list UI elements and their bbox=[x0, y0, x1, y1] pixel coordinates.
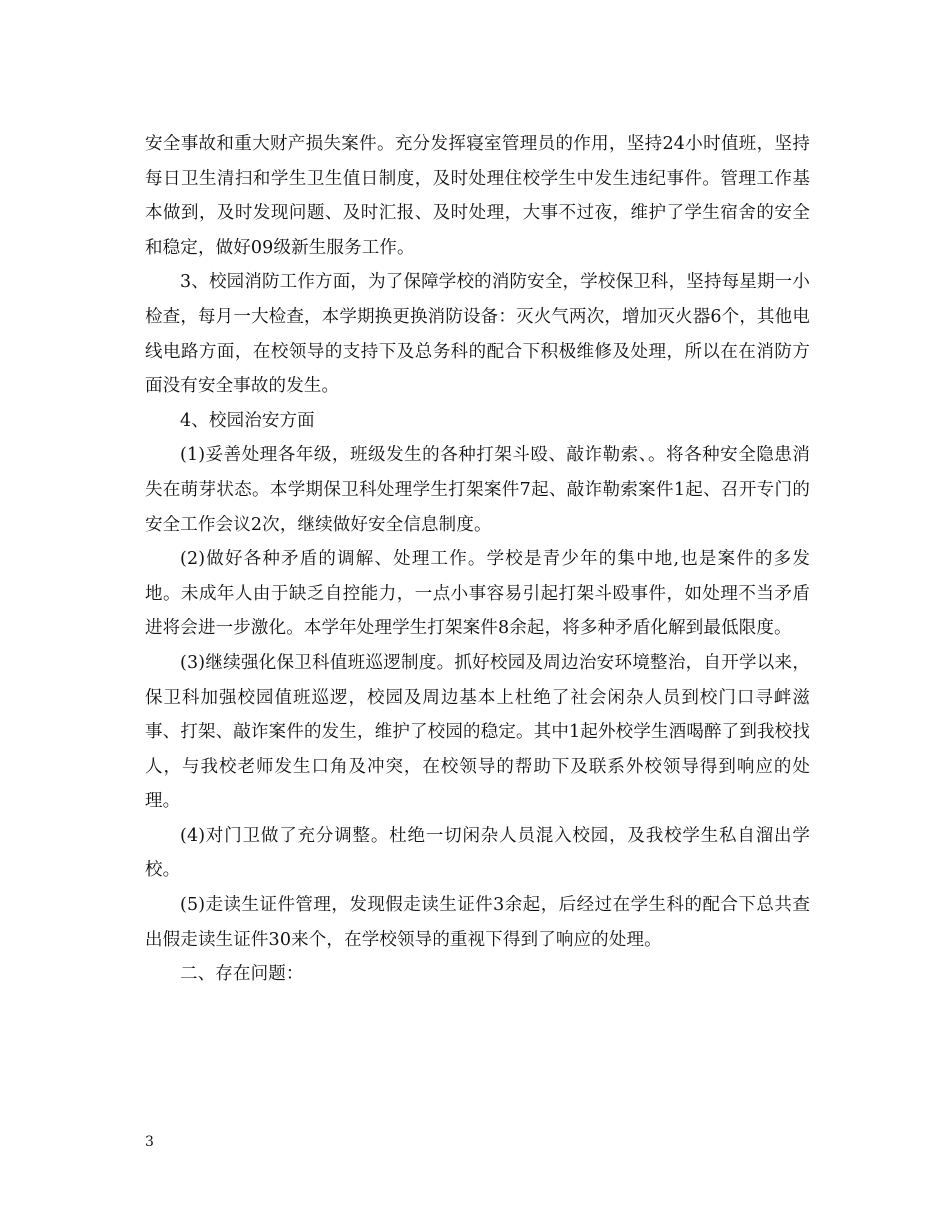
paragraph-item-5: (5)走读生证件管理，发现假走读生证件3余起，后经过在学生科的配合下总共查出假走读生证件30来个，在学校领导的重视下得到了响应的处理。 bbox=[145, 895, 810, 950]
page-number: 3 bbox=[145, 1134, 154, 1150]
paragraph-fire-safety: 3、校园消防工作方面，为了保障学校的消防安全，学校保卫科，坚持每星期一小检查，每月一大检查，本学期换更换消防设备：灭火气两次，增加灭火器6个，其他电线电路方面，在校领导的支持下及总务科的配合下积极维修及处理，所以在在消防方面没有安全事故的发生。 bbox=[145, 272, 810, 397]
paragraph-item-1: (1)妥善处理各年级，班级发生的各种打架斗殴、敲诈勒索、。将各种安全隐患消失在萌芽状态。本学期保卫科处理学生打架案件7起、敲诈勒索案件1起、召开专门的安全工作会议2次，继续做好安全信息制度。 bbox=[145, 445, 810, 535]
paragraph-item-3: (3)继续强化保卫科值班巡逻制度。抓好校园及周边治安环境整治，自开学以来，保卫科加强校园值班巡逻，校园及周边基本上杜绝了社会闲杂人员到校门口寻衅滋事、打架、敲诈案件的发生，维护了校园的稳定。其中1起外校学生酒喝醉了到我校找人，与我校老师发生口角及冲突，在校领导的帮助下及联系外校领导得到响应的处理。 bbox=[145, 652, 810, 812]
section-heading-problems: 二、存在问题： bbox=[180, 964, 304, 985]
section-heading-campus-security: 4、校园治安方面 bbox=[180, 410, 315, 431]
paragraph-item-4: (4)对门卫做了充分调整。杜绝一切闲杂人员混入校园，及我校学生私自溜出学校。 bbox=[145, 825, 810, 881]
paragraph-item-2: (2)做好各种矛盾的调解、处理工作。学校是青少年的集中地,也是案件的多发地。未成年人由于缺乏自控能力，一点小事容易引起打架斗殴事件，如处理不当矛盾进将会进一步激化。本学年处理学生打架案件8余起，将多种矛盾化解到最低限度。 bbox=[145, 549, 810, 639]
document-body bbox=[145, 127, 810, 992]
paragraph-continuation: 安全事故和重大财产损失案件。充分发挥寝室管理员的作用，坚持24小时值班，坚持每日卫生清扫和学生卫生值日制度，及时处理住校学生中发生违纪事件。管理工作基本做到，及时发现问题、及时汇报、及时处理，大事不过夜，维护了学生宿舍的安全和稳定，做好09级新生服务工作。 bbox=[145, 134, 810, 258]
